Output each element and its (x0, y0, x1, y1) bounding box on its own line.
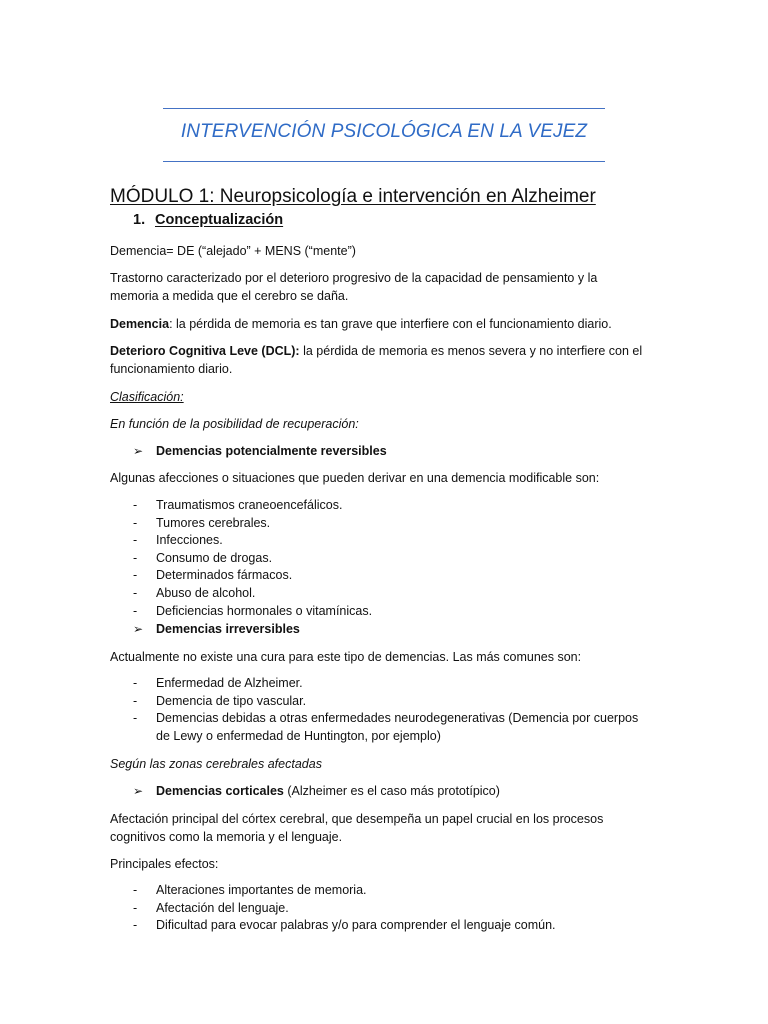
definition-line-2: memoria a medida que el cerebro se daña. (110, 289, 349, 303)
irreversible-list (133, 675, 673, 745)
dcl-paragraph (110, 342, 670, 378)
arrow-bullet-icon: ➢ (133, 784, 144, 798)
zones-label: Según las zonas cerebrales afectadas (110, 757, 322, 771)
list-item: - Consumo de drogas. (133, 550, 273, 565)
list-item: - Tumores cerebrales. (133, 515, 271, 530)
title-top-rule (163, 108, 605, 109)
cortical-desc-line-1: Afectación principal del córtex cerebral, que desempeña un papel crucial en los procesos (110, 812, 604, 826)
cortical-description (110, 810, 670, 846)
arrow-bullet-icon: ➢ (133, 444, 144, 458)
effects-label: Principales efectos: (110, 857, 219, 871)
list-item: - Afectación del lenguaje. (133, 900, 289, 915)
title-bottom-rule (163, 161, 605, 162)
cortical-heading (133, 782, 500, 800)
dcl-definition-1: la pérdida de memoria es menos severa y no interfiere con el (299, 344, 643, 358)
dementia-term: Demencia (110, 317, 170, 331)
etymology-paragraph: Demencia= DE (“alejado” + MENS (“mente”) (110, 244, 356, 258)
module-title: MÓDULO 1: Neuropsicología e intervención en Alzheimer (110, 186, 596, 207)
reversible-intro: Algunas afecciones o situaciones que pueden derivar en una demencia modificable son: (110, 471, 600, 485)
section-title: Conceptualización (155, 212, 284, 228)
effects-list (133, 882, 673, 935)
recovery-label: En función de la posibilidad de recuperación: (110, 417, 359, 431)
section-number: 1. (133, 212, 146, 228)
list-item: - Demencias debidas a otras enfermedades neurodegenerativas (Demencia por cuerpos (133, 711, 639, 726)
dementia-paragraph (110, 315, 670, 333)
list-item: - Determinados fármacos. (133, 568, 293, 583)
dcl-term: Deterioro Cognitiva Leve (DCL): (110, 344, 300, 358)
dcl-definition-2: funcionamiento diario. (110, 362, 233, 376)
list-item: - Infecciones. (133, 533, 223, 548)
definition-line-1: Trastorno caracterizado por el deterioro progresivo de la capacidad de pensamiento y la (110, 271, 598, 285)
arrow-bullet-icon: ➢ (133, 622, 144, 636)
reversible-heading-text: Demencias potencialmente reversibles (156, 444, 387, 458)
list-item: - Abuso de alcohol. (133, 585, 256, 600)
list-item: - Demencia de tipo vascular. (133, 693, 307, 708)
list-item: - Enfermedad de Alzheimer. (133, 676, 303, 690)
cortical-heading-text: Demencias corticales (156, 784, 284, 798)
list-item: - Traumatismos craneoencefálicos. (133, 498, 343, 512)
reversible-list (133, 497, 673, 620)
reversible-heading (133, 442, 387, 460)
list-item: - Deficiencias hormonales o vitamínicas. (133, 603, 373, 618)
classification-label: Clasificación: (110, 390, 184, 404)
cortical-desc-line-2: cognitivos como la memoria y el lenguaje. (110, 830, 343, 844)
list-item: - Dificultad para evocar palabras y/o para comprender el lenguaje común. (133, 918, 556, 933)
dementia-definition: : la pérdida de memoria es tan grave que interfiere con el funcionamiento diario. (169, 317, 612, 331)
list-item: - Alteraciones importantes de memoria. (133, 883, 367, 897)
cortical-note: (Alzheimer es el caso más prototípico) (283, 784, 500, 798)
irreversible-intro: Actualmente no existe una cura para este tipo de demencias. Las más comunes son: (110, 650, 582, 664)
irreversible-heading-text: Demencias irreversibles (156, 622, 300, 636)
section-heading (133, 212, 283, 228)
definition-paragraph (110, 269, 670, 305)
list-item-continuation: de Lewy o enfermedad de Huntington, por ejemplo) (156, 728, 441, 743)
document-title: INTERVENCIÓN PSICOLÓGICA EN LA VEJEZ (180, 121, 588, 142)
irreversible-heading (133, 620, 300, 638)
